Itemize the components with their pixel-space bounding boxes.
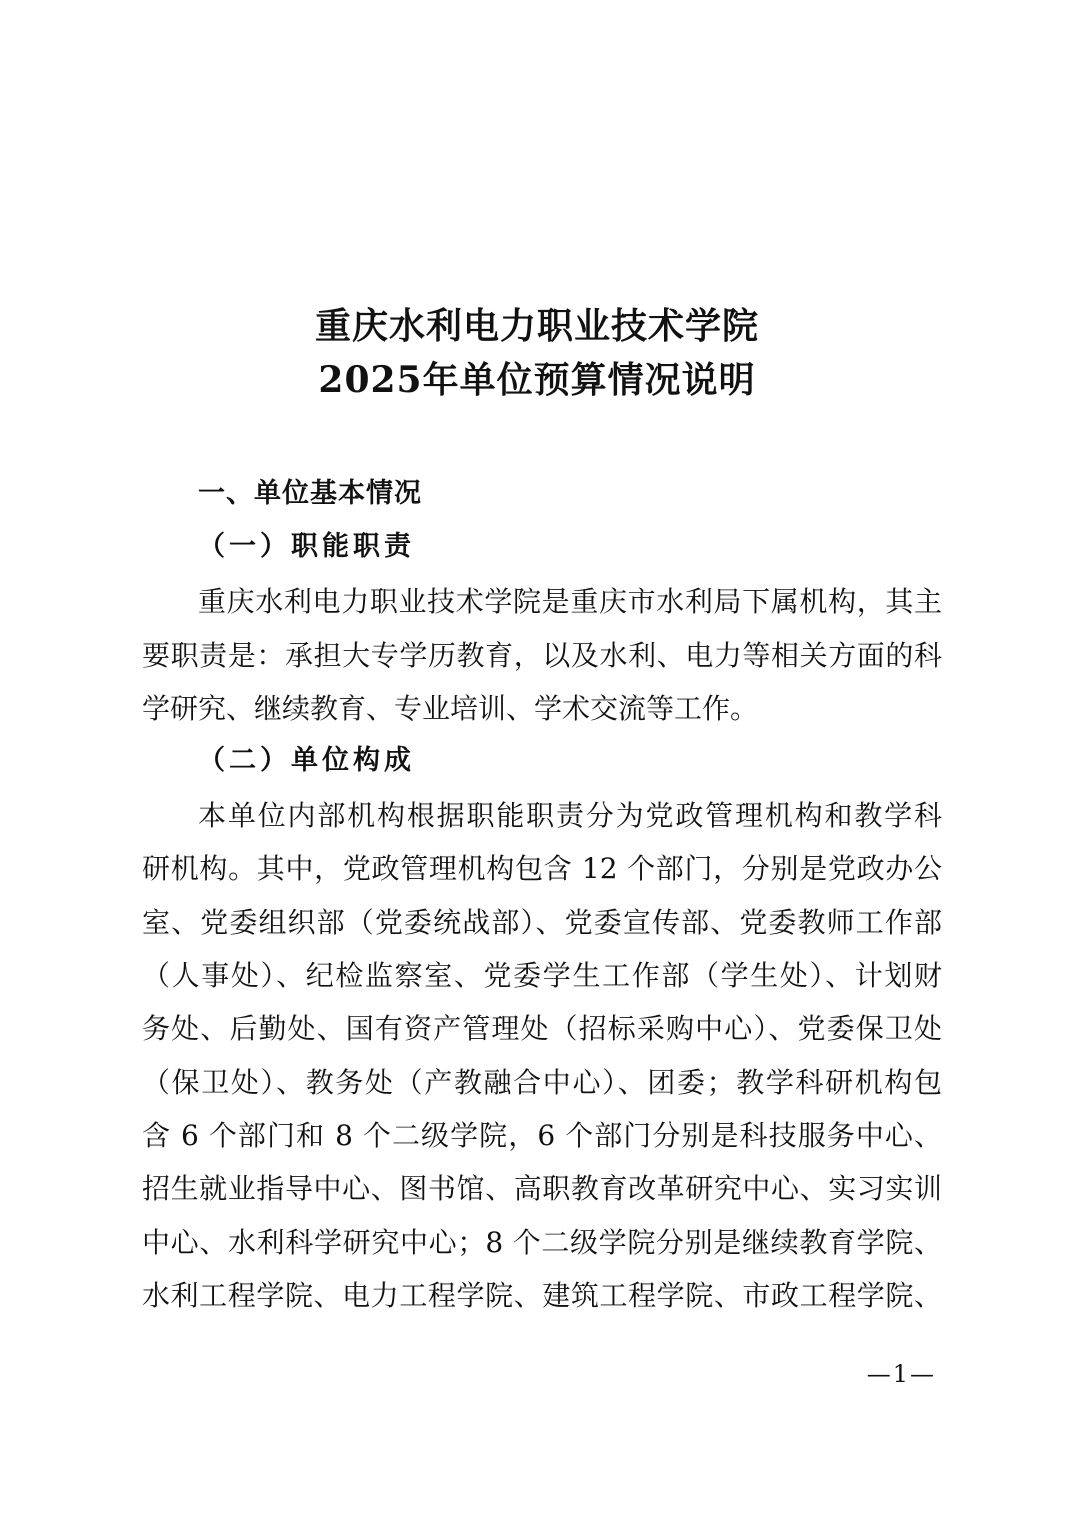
paragraph-line: 务处、后勤处、国有资产管理处（招标采购中心）、党委保卫处: [142, 1012, 942, 1045]
paragraph-line: 招生就业指导中心、图书馆、高职教育改革研究中心、实习实训: [142, 1172, 942, 1205]
section-heading-basic-info: 一、单位基本情况: [198, 478, 422, 509]
page-number: —1—: [866, 1360, 936, 1388]
paragraph-line: 研机构。其中，党政管理机构包含 12 个部门，分别是党政办公: [142, 852, 942, 885]
paragraph-line: 室、党委组织部（党委统战部）、党委宣传部、党委教师工作部: [142, 906, 942, 939]
subsection-heading-duties: （一）职能职责: [198, 531, 415, 562]
paragraph-line: 水利工程学院、电力工程学院、建筑工程学院、市政工程学院、: [142, 1279, 942, 1312]
subsection-heading-composition: （二）单位构成: [198, 745, 415, 776]
paragraph-line: （保卫处）、教务处（产教融合中心）、团委；教学科研机构包: [142, 1066, 942, 1099]
document-title-line1: 重庆水利电力职业技术学院: [314, 305, 759, 347]
paragraph-line: 要职责是：承担大专学历教育，以及水利、电力等相关方面的科: [142, 639, 942, 672]
paragraph-line: 含 6 个部门和 8 个二级学院，6 个部门分别是科技服务中心、: [142, 1119, 942, 1152]
paragraph-line: （人事处）、纪检监察室、党委学生工作部（学生处）、计划财: [142, 959, 942, 992]
paragraph-line: 学研究、继续教育、专业培训、学术交流等工作。: [142, 692, 759, 725]
paragraph-line: 重庆水利电力职业技术学院是重庆市水利局下属机构，其主: [198, 585, 942, 618]
paragraph-line: 中心、水利科学研究中心；8 个二级学院分别是继续教育学院、: [142, 1226, 942, 1259]
paragraph-line: 本单位内部机构根据职能职责分为党政管理机构和教学科: [198, 799, 942, 832]
document-title-line2: 2025年单位预算情况说明: [318, 359, 756, 401]
